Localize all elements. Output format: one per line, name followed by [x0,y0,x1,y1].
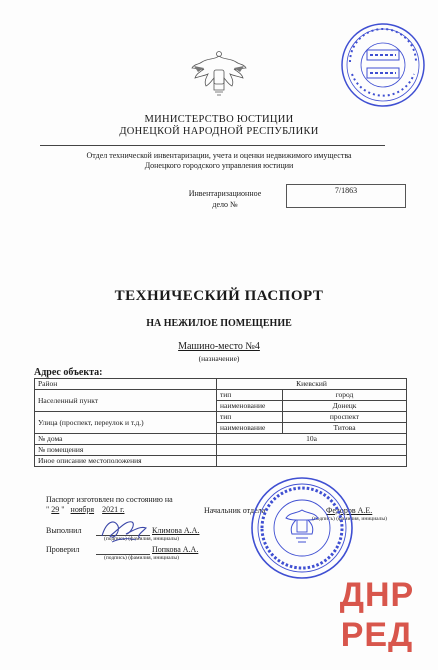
object-name: Машино-место №4 [178,341,260,352]
header-divider [40,145,385,146]
prepared-label: Паспорт изготовлен по состоянию на [46,495,173,504]
settlement-name-label: наименование [217,401,283,412]
street-name-label: наименование [217,423,283,434]
department-name-line1: Отдел технической инвентаризации, учета и оценки недвижимого имущества [86,151,352,160]
street-type-label: тип [217,412,283,423]
other-location-value [217,456,407,467]
date-month: ноября [70,505,95,514]
chief-note: (подпись) (фамилия, инициалы) [312,516,387,522]
object-purpose-note: (назначение) [198,354,240,363]
coat-of-arms-emblem [190,50,248,100]
ministry-name-line2: ДОНЕЦКОЙ НАРОДНОЙ РЕСПУБЛИКИ [119,126,319,137]
room-label: № помещения [35,445,217,456]
table-row [35,390,407,401]
street-name-value: Титова [283,423,407,434]
executed-name: Климова А.А. [152,526,200,535]
ministry-name-line1: МИНИСТЕРСТВО ЮСТИЦИИ [144,114,294,125]
chief-label: Начальник отдела [204,506,266,515]
checked-label: Проверил [46,545,80,554]
chief-name: Федоров А.Е. [326,506,373,515]
handwritten-signature [96,512,156,552]
table-row [35,445,407,456]
settlement-type-value: город [283,390,407,401]
other-location-label: Иное описание местоположения [35,456,217,467]
room-value [217,445,407,456]
inventory-number: 7/1863 [334,186,358,195]
registration-stamp [340,22,426,108]
document-subtitle: НА НЕЖИЛОЕ ПОМЕЩЕНИЕ [146,318,292,329]
checked-note: (подпись) (фамилия, инициалы) [104,555,179,561]
district-value: Киевский [217,379,407,390]
street-type-value: проспект [283,412,407,423]
district-label: Район [35,379,217,390]
table-row [35,456,407,467]
street-label: Улица (проспект, переулок и т.д.) [35,412,217,434]
settlement-label: Населенный пункт [35,390,217,412]
table-row [35,379,407,390]
settlement-name-value: Донецк [283,401,407,412]
house-label: № дома [35,434,217,445]
date-day: 29 [51,505,60,514]
table-row [35,412,407,423]
executed-note: (подпись) (фамилия, инициалы) [104,536,179,542]
logo-line2: РЕД [340,616,414,652]
executed-label: Выполнил [46,526,82,535]
department-name-line2: Донецкого городского управления юстиции [144,161,294,170]
official-round-seal [250,476,354,580]
address-table [34,378,407,467]
table-row [35,434,407,445]
object-purpose [0,341,438,352]
dnr-red-logo [332,568,422,652]
settlement-type-label: тип [217,390,283,401]
house-value: 10а [217,434,407,445]
date-quote-close: " [61,505,65,514]
address-heading: Адрес объекта: [34,367,103,378]
date-quote-open: " [46,505,50,514]
logo-line1: ДНР [339,576,415,614]
checked-name: Попкова А.А. [152,545,199,554]
inventory-label-line2: дело № [212,200,238,209]
document-title: ТЕХНИЧЕСКИЙ ПАСПОРТ [114,288,324,304]
inventory-case-label [170,188,280,210]
inventory-label-line1: Инвентаризационное [188,189,262,198]
date-year: 2021 г. [102,505,125,514]
